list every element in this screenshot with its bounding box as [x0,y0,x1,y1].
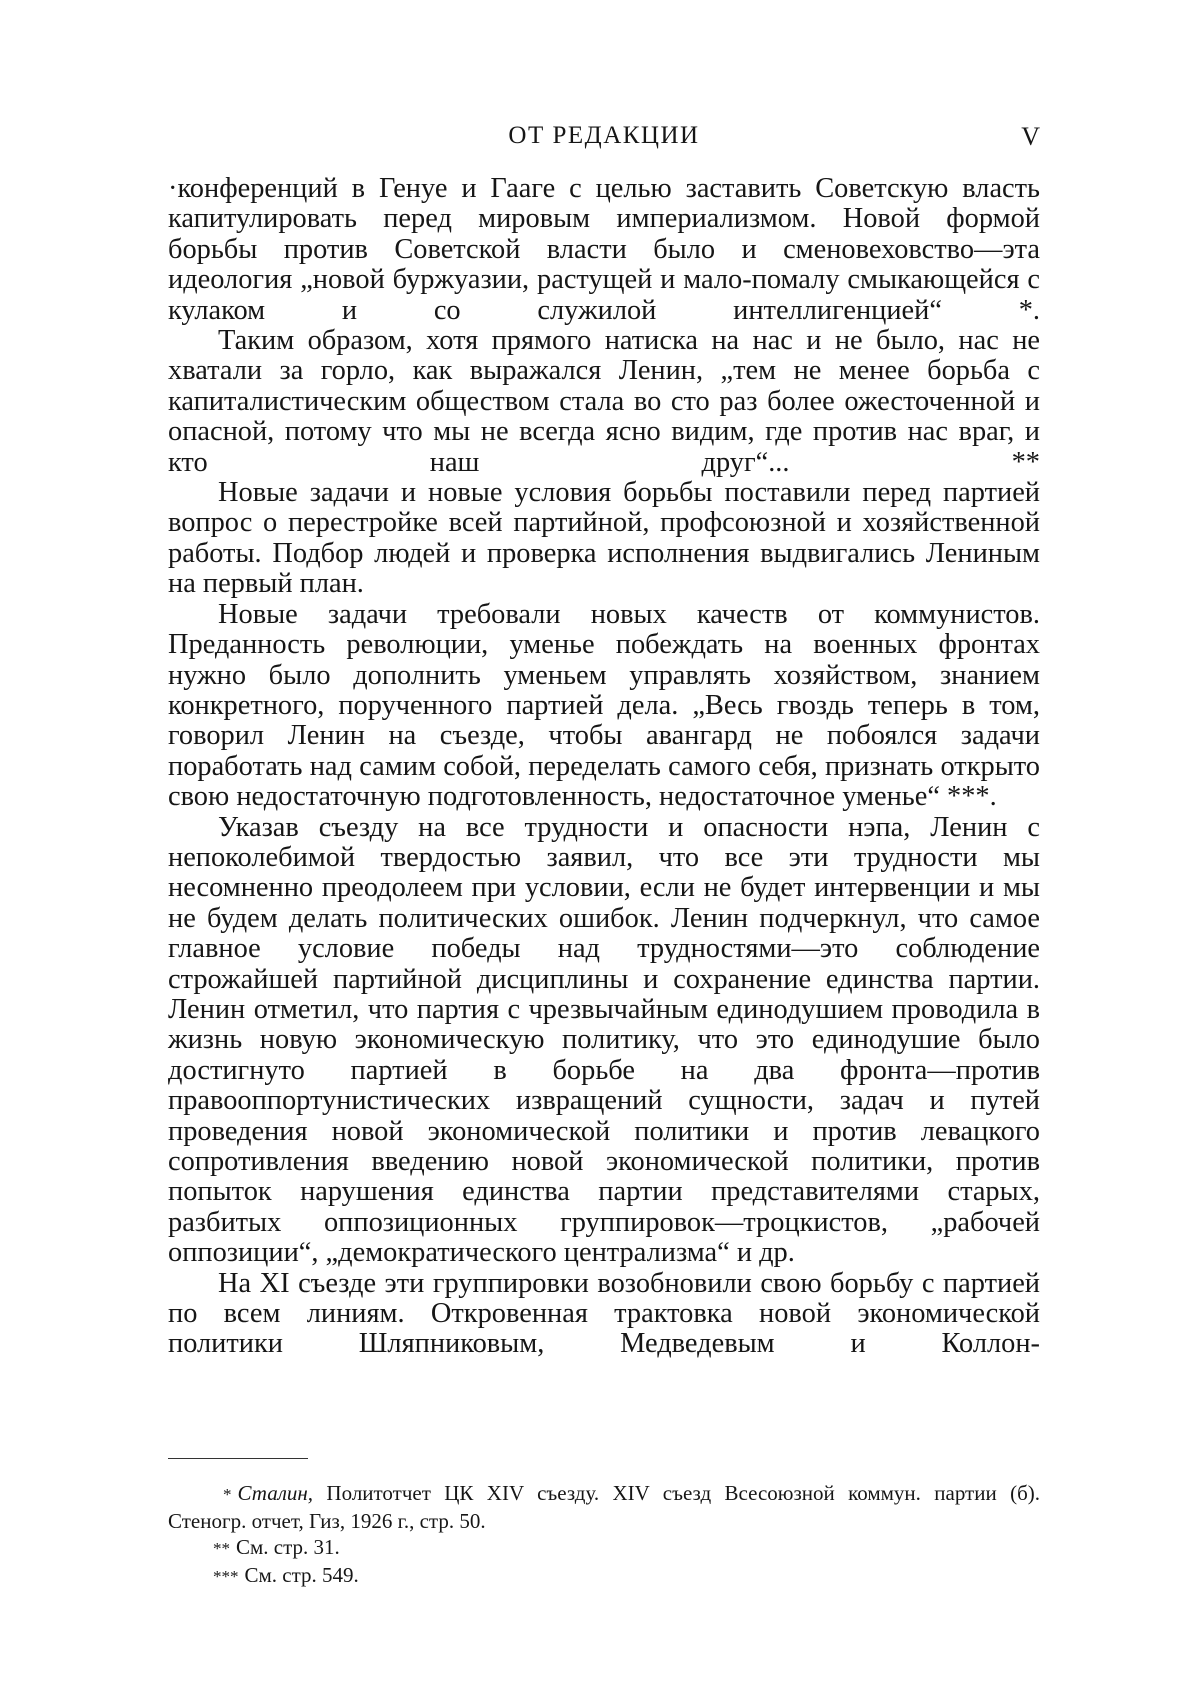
paragraph-5: Указав съезду на все трудности и опасности нэпа, Ленин с непоколебимой твердостью заявил, что все эти трудности мы несомненно преодолеем при условии, если не будет интервенции и мы не будем делать политических ошибок. Ленин подчеркнул, что самое главное условие победы над трудностями—это соблюдение строжайшей партийной дисциплины и сохранение единства партии. Ленин отметил, что партия с чрезвычайным единодушием проводила в жизнь новую экономическую политику, что это единодушие было достигнуто партией в борьбе на два фронта—против правооппортунистических извращений сущности, задач и путей проведения новой экономической политики и против левацкого сопротивления введению новой экономической политики, против попыток нарушения единства партии представителями старых, разбитых оппозиционных группировок—троцкистов, „рабочей оппозиции“, „демократического централизма“ и др. [168,811,1040,1269]
footnote-2-text: См. стр. 31. [236,1535,340,1559]
page-number: V [1021,122,1040,151]
footnote-3-mark: *** [213,1567,239,1586]
paragraph-6: На XI съезде эти группировки возобновили свою борьбу с партией по всем линиям. Откровенная трактовка новой экономической политики Шляпниковым, Медведевым и Коллон- [168,1267,1040,1360]
footnote-3 [168,1562,1040,1590]
footnote-1-mark: * [223,1485,232,1504]
footnote-1-author: Сталин, [237,1481,314,1505]
footnote-rule [168,1458,308,1459]
paragraph-1: ·конференций в Генуе и Гааге с целью заставить Советскую власть капитулировать перед мировым империализмом. Новой формой борьбы против Советской власти было и сменовеховство—эта идеология „новой буржуазии, растущей и мало-помалу смыкающейся с кулаком и со служилой интеллигенцией“ *. [168,173,1040,326]
footnote-1-text: Политотчет ЦК XIV съезду. XIV съезд Всесоюзной коммун. партии (б). Стеногр. отчет, Гиз, 1926 г., стр. 50. [168,1481,1040,1533]
footnote-3-text: См. стр. 549. [244,1563,359,1587]
paragraph-2: Таким образом, хотя прямого натиска на нас и не было, нас не хватали за горло, как выражался Ленин, „тем не менее борьба с капиталистическим обществом стала во сто раз более ожесточенной и опасной, потому что мы не всегда ясно видим, где против нас враг, и кто наш друг“... ** [168,325,1040,478]
paragraph-3: Новые задачи и новые условия борьбы поставили перед партией вопрос о перестройке всей партийной, профсоюзной и хозяйственной работы. Подбор людей и проверка исполнения выдвигались Лениным на первый план. [168,477,1040,600]
footnotes [168,1480,1040,1590]
footnote-1 [168,1480,1040,1534]
running-title: ОТ РЕДАКЦИИ [508,122,700,149]
body-text [168,174,1040,1360]
footnote-2 [168,1534,1040,1562]
footnote-2-mark: ** [213,1539,230,1558]
paragraph-4: Новые задачи требовали новых качеств от коммунистов. Преданность революции, уменье побеждать на военных фронтах нужно было дополнить уменьем управлять хозяйством, знанием конкретного, порученного партией дела. „Весь гвоздь теперь в том, говорил Ленин на съезде, чтобы авангард не побоялся задачи поработать над самим собой, переделать самого себя, признать открыто свою недостаточную подготовленность, недостаточное уменье“ ***. [168,598,1040,813]
running-head [168,118,1040,158]
